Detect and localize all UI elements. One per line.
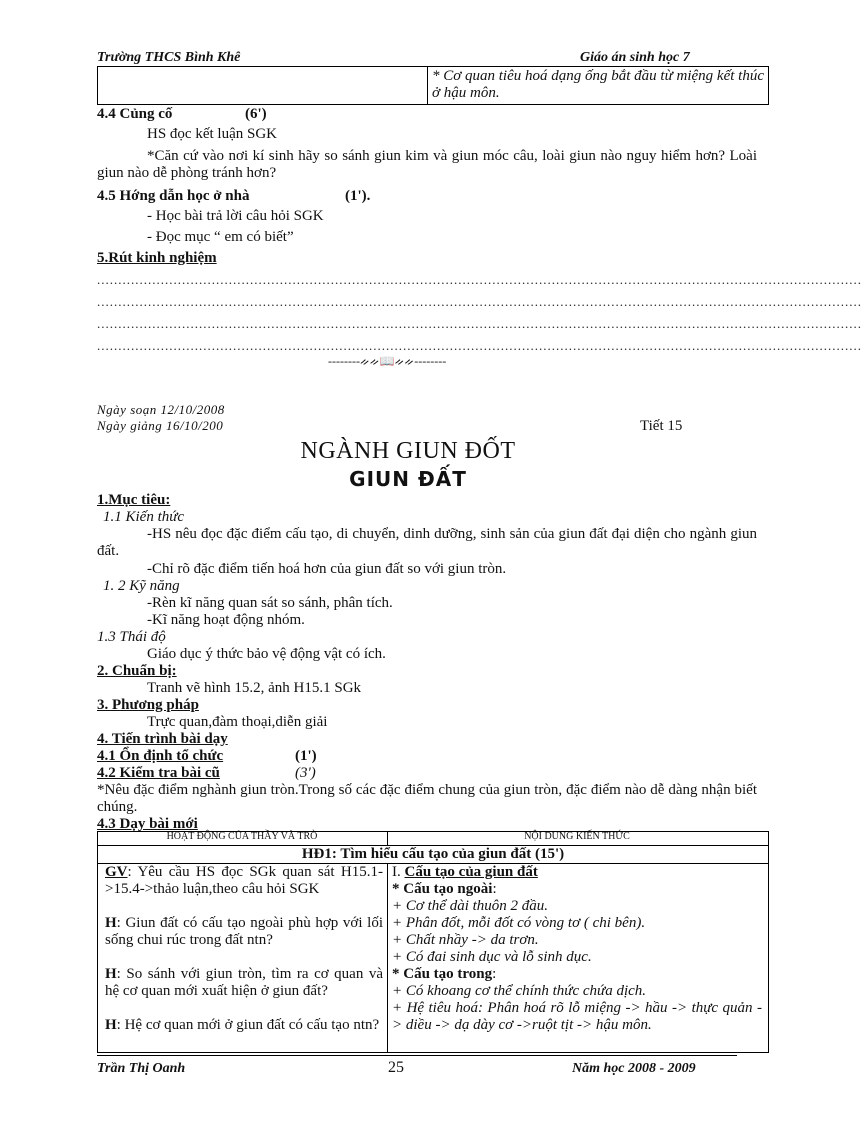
content-heading <box>392 864 762 881</box>
teacher-instruction <box>105 864 383 898</box>
gv-label: GV <box>105 864 128 880</box>
question-2 <box>105 966 383 1000</box>
gv-text: : Yêu cầu HS đọc SGk quan sát H15.1->15.4->thảo luận,theo câu hỏi SGK <box>105 864 383 897</box>
header-subject: Giáo án sinh học 7 <box>580 50 690 65</box>
knowledge-line2: -Chỉ rõ đặc điểm tiến hoá hơn của giun đất so với giun tròn. <box>147 561 507 577</box>
dotted-line: .................................................................................................................................................................................... <box>97 338 862 353</box>
process-heading: 4. Tiến trình bài dạy <box>97 731 228 747</box>
top-table-cell: * Cơ quan tiêu hoá dạng ống bắt đầu từ miệng kết thúc ở hậu môn. <box>432 68 764 101</box>
section-4-5-time: (1'). <box>345 188 371 204</box>
section-4-5-line2: - Đọc mục “ em có biết” <box>147 229 294 245</box>
section-5-title: 5.Rút kinh nghiệm <box>97 250 217 266</box>
footer-author: Trần Thị Oanh <box>97 1061 186 1076</box>
column-header-activities: HOẠT ĐỘNG CỦA THẦY VÀ TRÒ <box>166 831 318 842</box>
attitude-heading: 1.3 Thái độ <box>97 629 166 645</box>
section-4-2-title: 4.2 Kiểm tra bài cũ <box>97 765 220 781</box>
prep-line: Tranh vẽ hình 15.2, ảnh H15.1 SGk <box>147 680 362 696</box>
lesson-title: NGÀNH GIUN ĐỐT <box>300 438 516 464</box>
section-divider-ornament: --------ᨀᨀ📖ᨀᨀ-------- <box>328 354 447 368</box>
section-4-4-title: 4.4 Củng cố <box>97 106 173 122</box>
outer-structure-heading <box>392 881 762 898</box>
dotted-line: .................................................................................................................................................................................... <box>97 316 862 331</box>
section-4-1-title: 4.1 Ổn định tổ chức <box>97 748 224 764</box>
dotted-line: .................................................................................................................................................................................... <box>97 294 862 309</box>
question-text: : So sánh với giun tròn, tìm ra cơ quan và hệ cơ quan mới xuất hiện ở giun đất? <box>105 966 383 999</box>
page-number: 25 <box>388 1059 404 1076</box>
section-4-2-time: (3') <box>295 765 316 781</box>
content-heading-num: I. <box>392 864 401 880</box>
knowledge-heading: 1.1 Kiến thức <box>103 509 185 525</box>
ngay-giang: Ngày giảng 16/10/200 <box>97 418 224 433</box>
top-table-divider <box>427 66 428 105</box>
question-text: : Giun đất có cấu tạo ngoài phù hợp với lối sống chui rúc trong đất ntn? <box>105 915 383 948</box>
footer-school-year: Năm học 2008 - 2009 <box>572 1061 696 1076</box>
section-4-4-line1: HS đọc kết luận SGK <box>147 126 277 142</box>
column-header-content: NỘI DUNG KIẾN THỨC <box>524 831 630 842</box>
outer-item: + Phân đốt, mỗi đốt có vòng tơ ( chi bên). <box>392 915 646 931</box>
skills-line2: -Kĩ năng hoạt động nhóm. <box>147 612 305 628</box>
skills-line1: -Rèn kĩ năng quan sát so sánh, phân tích. <box>147 595 393 611</box>
section-4-3-title: 4.3 Dạy bài mới <box>97 816 198 832</box>
prep-heading: 2. Chuẩn bị: <box>97 663 177 679</box>
section-4-5-line1: - Học bài trả lời câu hỏi SGK <box>147 208 324 224</box>
question-3 <box>105 1017 383 1034</box>
inner-heading-colon: : <box>492 966 497 982</box>
inner-item: + Hệ tiêu hoá: Phân hoá rõ lỗ miệng -> hầu -> thực quản -> diều -> dạ dày cơ ->ruột tịt -> hậu môn. <box>392 1000 762 1033</box>
inner-item: + Có khoang cơ thể chính thức chứa dịch. <box>392 983 647 999</box>
knowledge-line1: -HS nêu đọc đặc điểm cấu tạo, di chuyển, dinh dưỡng, sinh sản của giun đất đại diện cho ngành giun đất. <box>97 526 757 559</box>
lesson-subtitle: GIUN ĐẤT <box>349 467 467 491</box>
outer-heading-text: * Cấu tạo ngoài <box>392 881 493 897</box>
section-4-5-title: 4.5 Hớng dẫn học ở nhà <box>97 188 250 204</box>
outer-item: + Có đai sinh dục và lỗ sinh dục. <box>392 949 592 965</box>
question-text: : Hệ cơ quan mới ở giun đất có cấu tạo ntn? <box>116 1017 380 1033</box>
skills-heading: 1. 2 Kỹ năng <box>103 578 180 594</box>
section-4-1-time: (1') <box>295 748 317 764</box>
hd1-heading: HĐ1: Tìm hiểu cấu tạo của giun đất (15') <box>301 846 565 862</box>
inner-heading-text: * Cấu tạo trong <box>392 966 493 982</box>
content-heading-text: Cấu tạo của giun đất <box>404 864 538 880</box>
method-heading: 3. Phương pháp <box>97 697 199 713</box>
method-line: Trực quan,đàm thoại,diễn giải <box>147 714 328 730</box>
tiet-number: Tiết 15 <box>640 418 683 434</box>
ngay-soan: Ngày soạn 12/10/2008 <box>97 402 225 417</box>
table-divider <box>387 831 388 845</box>
section-4-4-line2: *Căn cứ vào nơi kí sinh hãy so sánh giun kim và giun móc câu, loài giun nào nguy hiểm hơn? Loài giun nào dễ phòng tránh hơn? <box>97 148 757 181</box>
footer-rule <box>97 1055 737 1056</box>
section-4-4-time: (6') <box>245 106 267 122</box>
h-label: H <box>105 1017 117 1033</box>
dotted-line: .................................................................................................................................................................................... <box>97 272 862 287</box>
inner-structure-heading <box>392 966 762 983</box>
outer-heading-colon: : <box>492 881 497 897</box>
attitude-line1: Giáo dục ý thức bảo vệ động vật có ích. <box>147 646 386 662</box>
objectives-heading: 1.Mục tiêu: <box>97 492 171 508</box>
h-label: H <box>105 966 117 982</box>
outer-item: + Cơ thể dài thuôn 2 đầu. <box>392 898 549 914</box>
h-label: H <box>105 915 117 931</box>
outer-item: + Chất nhầy -> da trơn. <box>392 932 539 948</box>
review-question: *Nêu đặc điểm nghành giun tròn.Trong số các đặc điểm chung của giun tròn, đặc điểm nào dễ dàng nhận biết chúng. <box>97 782 757 815</box>
question-1 <box>105 915 383 949</box>
table-divider <box>387 863 388 1052</box>
header-school: Trường THCS Bình Khê <box>97 50 241 65</box>
